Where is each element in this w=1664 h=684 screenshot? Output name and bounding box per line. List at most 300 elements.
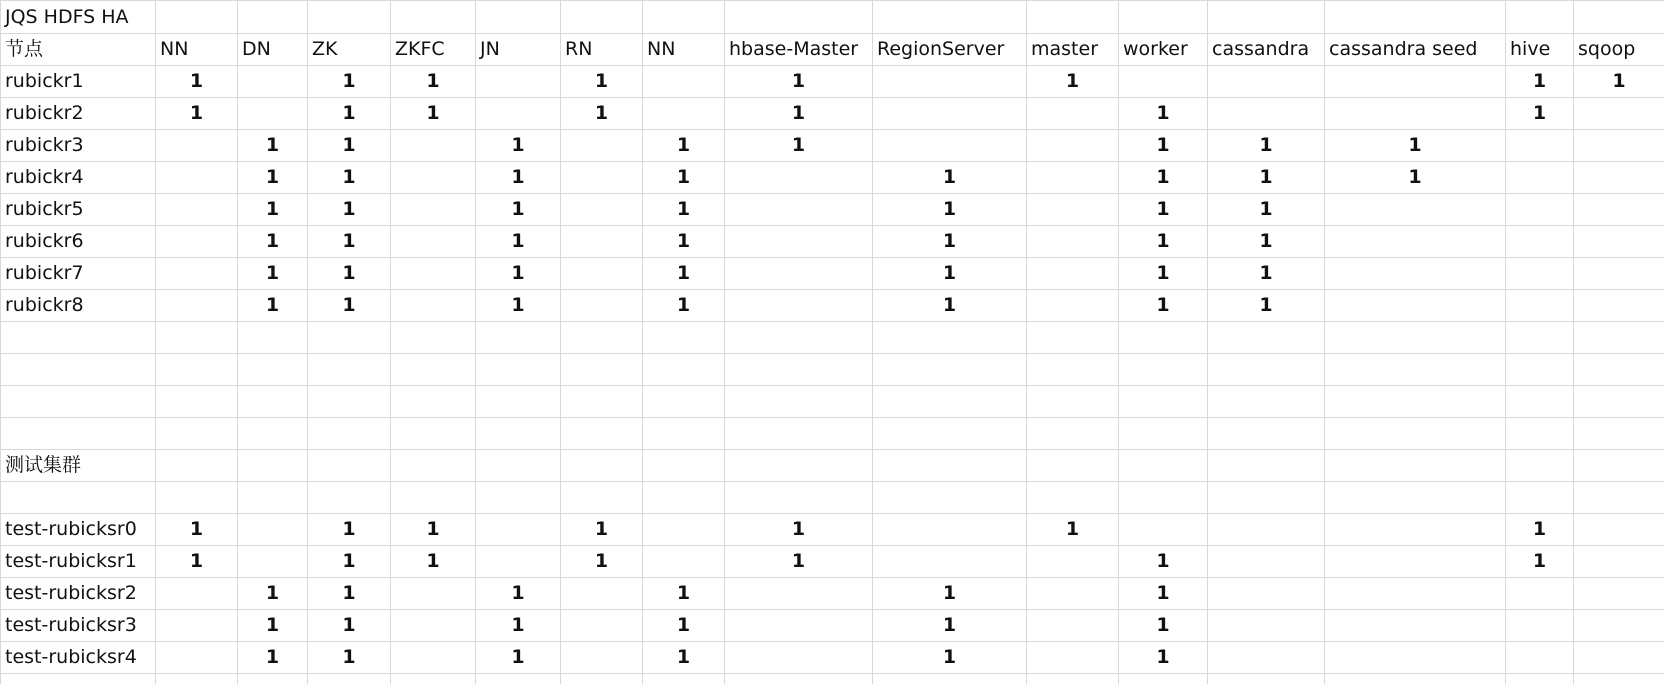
empty-cell[interactable]: [725, 482, 873, 514]
row-node-name[interactable]: rubickr1: [1, 66, 156, 98]
value-cell[interactable]: 1: [1119, 98, 1208, 130]
empty-cell[interactable]: [1574, 1, 1664, 34]
value-cell[interactable]: [1208, 514, 1325, 546]
empty-cell[interactable]: [1208, 418, 1325, 450]
value-cell[interactable]: 1: [156, 514, 238, 546]
empty-cell[interactable]: [476, 674, 561, 684]
value-cell[interactable]: 1: [873, 194, 1027, 226]
value-cell[interactable]: 1: [238, 226, 308, 258]
value-cell[interactable]: 1: [156, 98, 238, 130]
value-cell[interactable]: [1574, 290, 1664, 322]
empty-cell[interactable]: [1208, 354, 1325, 386]
empty-cell[interactable]: [1119, 418, 1208, 450]
value-cell[interactable]: 1: [873, 290, 1027, 322]
value-cell[interactable]: [1574, 162, 1664, 194]
empty-cell[interactable]: [1119, 322, 1208, 354]
empty-cell[interactable]: [1208, 482, 1325, 514]
empty-cell[interactable]: [643, 386, 725, 418]
value-cell[interactable]: 1: [156, 546, 238, 578]
empty-cell[interactable]: [238, 674, 308, 684]
value-cell[interactable]: 1: [1506, 98, 1574, 130]
value-cell[interactable]: [1574, 578, 1664, 610]
empty-cell[interactable]: [1027, 322, 1119, 354]
value-cell[interactable]: 1: [308, 514, 391, 546]
empty-cell[interactable]: [1119, 386, 1208, 418]
value-cell[interactable]: [1027, 162, 1119, 194]
empty-cell[interactable]: [1027, 418, 1119, 450]
value-cell[interactable]: 1: [873, 610, 1027, 642]
row-node-name[interactable]: test-rubicksr4: [1, 642, 156, 674]
value-cell[interactable]: [1506, 258, 1574, 290]
value-cell[interactable]: [873, 130, 1027, 162]
empty-cell[interactable]: [725, 1, 873, 34]
value-cell[interactable]: 1: [561, 66, 643, 98]
value-cell[interactable]: 1: [308, 66, 391, 98]
empty-cell[interactable]: [1027, 1, 1119, 34]
value-cell[interactable]: 1: [1119, 546, 1208, 578]
empty-cell[interactable]: [873, 674, 1027, 684]
empty-cell[interactable]: [1506, 674, 1574, 684]
value-cell[interactable]: 1: [476, 130, 561, 162]
column-header[interactable]: RN: [561, 34, 643, 66]
empty-cell[interactable]: [1574, 450, 1664, 482]
value-cell[interactable]: 1: [308, 546, 391, 578]
column-header[interactable]: hive: [1506, 34, 1574, 66]
empty-cell[interactable]: [643, 674, 725, 684]
value-cell[interactable]: 1: [643, 226, 725, 258]
value-cell[interactable]: 1: [391, 98, 476, 130]
value-cell[interactable]: [1027, 290, 1119, 322]
value-cell[interactable]: 1: [1208, 290, 1325, 322]
value-cell[interactable]: [238, 98, 308, 130]
empty-cell[interactable]: [1574, 674, 1664, 684]
empty-cell[interactable]: [308, 674, 391, 684]
value-cell[interactable]: 1: [308, 226, 391, 258]
empty-cell[interactable]: [1027, 450, 1119, 482]
value-cell[interactable]: [1208, 578, 1325, 610]
value-cell[interactable]: [1506, 610, 1574, 642]
empty-cell[interactable]: [1027, 482, 1119, 514]
value-cell[interactable]: 1: [725, 130, 873, 162]
empty-cell[interactable]: [156, 450, 238, 482]
value-cell[interactable]: 1: [561, 98, 643, 130]
empty-cell[interactable]: [1208, 450, 1325, 482]
value-cell[interactable]: 1: [1208, 258, 1325, 290]
row-node-name[interactable]: test-rubicksr2: [1, 578, 156, 610]
empty-cell[interactable]: [1208, 386, 1325, 418]
empty-cell[interactable]: [1325, 386, 1506, 418]
empty-cell[interactable]: [873, 354, 1027, 386]
value-cell[interactable]: [391, 194, 476, 226]
empty-cell[interactable]: [1325, 482, 1506, 514]
test-cluster-label[interactable]: 测试集群: [1, 450, 156, 482]
value-cell[interactable]: [561, 578, 643, 610]
value-cell[interactable]: [725, 642, 873, 674]
empty-cell[interactable]: [1027, 386, 1119, 418]
empty-cell[interactable]: [873, 418, 1027, 450]
empty-cell[interactable]: [308, 482, 391, 514]
empty-cell[interactable]: [1325, 354, 1506, 386]
value-cell[interactable]: [725, 194, 873, 226]
value-cell[interactable]: 1: [725, 66, 873, 98]
value-cell[interactable]: [873, 514, 1027, 546]
empty-cell[interactable]: [1119, 482, 1208, 514]
empty-cell[interactable]: [391, 450, 476, 482]
empty-cell[interactable]: [1, 418, 156, 450]
value-cell[interactable]: [1574, 258, 1664, 290]
empty-cell[interactable]: [725, 386, 873, 418]
value-cell[interactable]: 1: [873, 162, 1027, 194]
value-cell[interactable]: 1: [476, 642, 561, 674]
row-node-name[interactable]: test-rubicksr0: [1, 514, 156, 546]
empty-cell[interactable]: [1506, 418, 1574, 450]
empty-cell[interactable]: [391, 418, 476, 450]
empty-cell[interactable]: [561, 482, 643, 514]
empty-cell[interactable]: [476, 450, 561, 482]
value-cell[interactable]: [1325, 194, 1506, 226]
empty-cell[interactable]: [1027, 674, 1119, 684]
column-header[interactable]: DN: [238, 34, 308, 66]
value-cell[interactable]: [156, 258, 238, 290]
value-cell[interactable]: [238, 546, 308, 578]
value-cell[interactable]: 1: [1027, 66, 1119, 98]
value-cell[interactable]: [156, 578, 238, 610]
value-cell[interactable]: [1574, 98, 1664, 130]
value-cell[interactable]: 1: [1119, 194, 1208, 226]
empty-cell[interactable]: [873, 482, 1027, 514]
value-cell[interactable]: 1: [725, 514, 873, 546]
value-cell[interactable]: 1: [308, 162, 391, 194]
empty-cell[interactable]: [561, 322, 643, 354]
value-cell[interactable]: [561, 226, 643, 258]
value-cell[interactable]: 1: [391, 514, 476, 546]
empty-cell[interactable]: [308, 1, 391, 34]
value-cell[interactable]: 1: [1208, 130, 1325, 162]
empty-cell[interactable]: [391, 482, 476, 514]
empty-cell[interactable]: [1208, 1, 1325, 34]
empty-cell[interactable]: [476, 418, 561, 450]
value-cell[interactable]: [873, 66, 1027, 98]
empty-cell[interactable]: [1027, 354, 1119, 386]
empty-cell[interactable]: [1574, 418, 1664, 450]
value-cell[interactable]: 1: [238, 162, 308, 194]
empty-cell[interactable]: [1, 482, 156, 514]
empty-cell[interactable]: [725, 354, 873, 386]
value-cell[interactable]: [725, 258, 873, 290]
empty-cell[interactable]: [308, 450, 391, 482]
value-cell[interactable]: 1: [308, 290, 391, 322]
value-cell[interactable]: 1: [1119, 130, 1208, 162]
empty-cell[interactable]: [873, 386, 1027, 418]
value-cell[interactable]: [391, 610, 476, 642]
column-header[interactable]: hbase-Master: [725, 34, 873, 66]
empty-cell[interactable]: [156, 482, 238, 514]
value-cell[interactable]: [873, 546, 1027, 578]
value-cell[interactable]: [1027, 258, 1119, 290]
value-cell[interactable]: 1: [238, 642, 308, 674]
value-cell[interactable]: 1: [1506, 514, 1574, 546]
value-cell[interactable]: [476, 66, 561, 98]
empty-cell[interactable]: [391, 1, 476, 34]
value-cell[interactable]: 1: [238, 610, 308, 642]
value-cell[interactable]: 1: [1325, 162, 1506, 194]
value-cell[interactable]: 1: [873, 226, 1027, 258]
value-cell[interactable]: [561, 642, 643, 674]
value-cell[interactable]: 1: [476, 290, 561, 322]
value-cell[interactable]: [238, 66, 308, 98]
value-cell[interactable]: 1: [308, 642, 391, 674]
empty-cell[interactable]: [1574, 322, 1664, 354]
empty-cell[interactable]: [561, 674, 643, 684]
value-cell[interactable]: 1: [643, 258, 725, 290]
value-cell[interactable]: [725, 290, 873, 322]
empty-cell[interactable]: [1, 322, 156, 354]
empty-cell[interactable]: [1119, 450, 1208, 482]
value-cell[interactable]: 1: [238, 578, 308, 610]
empty-cell[interactable]: [156, 354, 238, 386]
value-cell[interactable]: 1: [238, 130, 308, 162]
value-cell[interactable]: [561, 130, 643, 162]
empty-cell[interactable]: [1208, 322, 1325, 354]
value-cell[interactable]: 1: [1325, 130, 1506, 162]
empty-cell[interactable]: [725, 450, 873, 482]
empty-cell[interactable]: [643, 1, 725, 34]
value-cell[interactable]: [156, 226, 238, 258]
value-cell[interactable]: [1506, 194, 1574, 226]
empty-cell[interactable]: [1325, 450, 1506, 482]
empty-cell[interactable]: [476, 482, 561, 514]
value-cell[interactable]: [1325, 290, 1506, 322]
value-cell[interactable]: 1: [561, 514, 643, 546]
value-cell[interactable]: [1325, 610, 1506, 642]
empty-cell[interactable]: [308, 386, 391, 418]
column-header[interactable]: RegionServer: [873, 34, 1027, 66]
column-header[interactable]: cassandra: [1208, 34, 1325, 66]
empty-cell[interactable]: [476, 1, 561, 34]
value-cell[interactable]: [1325, 578, 1506, 610]
value-cell[interactable]: [561, 290, 643, 322]
value-cell[interactable]: 1: [1119, 258, 1208, 290]
value-cell[interactable]: 1: [1119, 226, 1208, 258]
value-cell[interactable]: [1506, 162, 1574, 194]
empty-cell[interactable]: [1119, 1, 1208, 34]
value-cell[interactable]: 1: [308, 578, 391, 610]
value-cell[interactable]: [643, 514, 725, 546]
value-cell[interactable]: [725, 162, 873, 194]
value-cell[interactable]: [1325, 514, 1506, 546]
empty-cell[interactable]: [1119, 354, 1208, 386]
empty-cell[interactable]: [1325, 674, 1506, 684]
value-cell[interactable]: [391, 226, 476, 258]
value-cell[interactable]: 1: [238, 194, 308, 226]
empty-cell[interactable]: [643, 482, 725, 514]
column-header[interactable]: worker: [1119, 34, 1208, 66]
value-cell[interactable]: 1: [476, 258, 561, 290]
empty-cell[interactable]: [308, 322, 391, 354]
value-cell[interactable]: 1: [561, 546, 643, 578]
empty-cell[interactable]: [1506, 354, 1574, 386]
empty-cell[interactable]: [561, 354, 643, 386]
empty-cell[interactable]: [1325, 1, 1506, 34]
value-cell[interactable]: [391, 130, 476, 162]
empty-cell[interactable]: [561, 386, 643, 418]
value-cell[interactable]: 1: [643, 610, 725, 642]
value-cell[interactable]: [1574, 130, 1664, 162]
empty-cell[interactable]: [643, 354, 725, 386]
value-cell[interactable]: 1: [238, 258, 308, 290]
empty-cell[interactable]: [391, 674, 476, 684]
value-cell[interactable]: [1208, 610, 1325, 642]
value-cell[interactable]: [1027, 642, 1119, 674]
value-cell[interactable]: [643, 98, 725, 130]
column-header[interactable]: master: [1027, 34, 1119, 66]
empty-cell[interactable]: [391, 322, 476, 354]
value-cell[interactable]: 1: [308, 98, 391, 130]
empty-cell[interactable]: [725, 322, 873, 354]
value-cell[interactable]: 1: [391, 66, 476, 98]
empty-cell[interactable]: [391, 386, 476, 418]
value-cell[interactable]: [1027, 98, 1119, 130]
column-header[interactable]: NN: [643, 34, 725, 66]
value-cell[interactable]: [1119, 66, 1208, 98]
empty-cell[interactable]: [643, 450, 725, 482]
value-cell[interactable]: 1: [1506, 546, 1574, 578]
value-cell[interactable]: [1506, 642, 1574, 674]
value-cell[interactable]: [643, 546, 725, 578]
value-cell[interactable]: [1574, 610, 1664, 642]
value-cell[interactable]: 1: [476, 194, 561, 226]
value-cell[interactable]: [391, 258, 476, 290]
column-header[interactable]: NN: [156, 34, 238, 66]
empty-cell[interactable]: [238, 354, 308, 386]
value-cell[interactable]: [873, 98, 1027, 130]
value-cell[interactable]: [1325, 98, 1506, 130]
row-node-name[interactable]: rubickr4: [1, 162, 156, 194]
empty-cell[interactable]: [391, 354, 476, 386]
value-cell[interactable]: [1506, 130, 1574, 162]
value-cell[interactable]: [1574, 194, 1664, 226]
value-cell[interactable]: [1027, 546, 1119, 578]
row-node-name[interactable]: rubickr5: [1, 194, 156, 226]
empty-cell[interactable]: [725, 674, 873, 684]
empty-cell[interactable]: [476, 386, 561, 418]
value-cell[interactable]: [1027, 130, 1119, 162]
value-cell[interactable]: [391, 578, 476, 610]
value-cell[interactable]: [156, 642, 238, 674]
empty-cell[interactable]: [238, 450, 308, 482]
value-cell[interactable]: 1: [1027, 514, 1119, 546]
empty-cell[interactable]: [238, 482, 308, 514]
value-cell[interactable]: 1: [873, 258, 1027, 290]
value-cell[interactable]: 1: [476, 610, 561, 642]
value-cell[interactable]: [561, 194, 643, 226]
value-cell[interactable]: 1: [156, 66, 238, 98]
empty-cell[interactable]: [156, 1, 238, 34]
value-cell[interactable]: 1: [476, 162, 561, 194]
empty-cell[interactable]: [156, 386, 238, 418]
empty-cell[interactable]: [156, 418, 238, 450]
value-cell[interactable]: [476, 546, 561, 578]
value-cell[interactable]: 1: [1119, 162, 1208, 194]
empty-cell[interactable]: [238, 418, 308, 450]
empty-cell[interactable]: [238, 1, 308, 34]
value-cell[interactable]: 1: [1208, 194, 1325, 226]
value-cell[interactable]: 1: [1574, 66, 1664, 98]
value-cell[interactable]: [1574, 642, 1664, 674]
value-cell[interactable]: [643, 66, 725, 98]
value-cell[interactable]: [561, 610, 643, 642]
value-cell[interactable]: [1506, 578, 1574, 610]
empty-cell[interactable]: [238, 386, 308, 418]
value-cell[interactable]: [1027, 226, 1119, 258]
value-cell[interactable]: [1325, 546, 1506, 578]
column-header[interactable]: ZKFC: [391, 34, 476, 66]
value-cell[interactable]: [561, 258, 643, 290]
value-cell[interactable]: 1: [643, 642, 725, 674]
value-cell[interactable]: [1506, 290, 1574, 322]
value-cell[interactable]: [156, 290, 238, 322]
value-cell[interactable]: 1: [238, 290, 308, 322]
empty-cell[interactable]: [1, 354, 156, 386]
empty-cell[interactable]: [1506, 482, 1574, 514]
row-node-name[interactable]: test-rubicksr1: [1, 546, 156, 578]
row-node-name[interactable]: rubickr8: [1, 290, 156, 322]
header-node-label[interactable]: 节点: [1, 34, 156, 66]
value-cell[interactable]: [476, 98, 561, 130]
empty-cell[interactable]: [1506, 322, 1574, 354]
value-cell[interactable]: [1325, 258, 1506, 290]
empty-cell[interactable]: [1506, 386, 1574, 418]
value-cell[interactable]: 1: [1119, 642, 1208, 674]
column-header[interactable]: ZK: [308, 34, 391, 66]
value-cell[interactable]: 1: [643, 162, 725, 194]
empty-cell[interactable]: [561, 450, 643, 482]
value-cell[interactable]: [725, 610, 873, 642]
row-node-name[interactable]: rubickr7: [1, 258, 156, 290]
value-cell[interactable]: 1: [725, 546, 873, 578]
empty-cell[interactable]: [873, 450, 1027, 482]
row-node-name[interactable]: rubickr6: [1, 226, 156, 258]
row-node-name[interactable]: test-rubicksr3: [1, 610, 156, 642]
value-cell[interactable]: [1027, 610, 1119, 642]
value-cell[interactable]: [1325, 642, 1506, 674]
value-cell[interactable]: [561, 162, 643, 194]
value-cell[interactable]: 1: [308, 130, 391, 162]
value-cell[interactable]: 1: [391, 546, 476, 578]
column-header[interactable]: cassandra seed: [1325, 34, 1506, 66]
value-cell[interactable]: [1208, 98, 1325, 130]
value-cell[interactable]: [1574, 226, 1664, 258]
value-cell[interactable]: 1: [643, 130, 725, 162]
value-cell[interactable]: [1506, 226, 1574, 258]
value-cell[interactable]: 1: [643, 194, 725, 226]
value-cell[interactable]: [1208, 546, 1325, 578]
value-cell[interactable]: 1: [308, 194, 391, 226]
value-cell[interactable]: 1: [873, 642, 1027, 674]
value-cell[interactable]: [1119, 514, 1208, 546]
empty-cell[interactable]: [1574, 354, 1664, 386]
value-cell[interactable]: [1208, 66, 1325, 98]
empty-cell[interactable]: [156, 674, 238, 684]
empty-cell[interactable]: [561, 418, 643, 450]
value-cell[interactable]: [1325, 66, 1506, 98]
value-cell[interactable]: [1574, 514, 1664, 546]
column-header[interactable]: sqoop: [1574, 34, 1664, 66]
empty-cell[interactable]: [308, 354, 391, 386]
row-node-name[interactable]: rubickr3: [1, 130, 156, 162]
empty-cell[interactable]: [308, 418, 391, 450]
empty-cell[interactable]: [873, 322, 1027, 354]
